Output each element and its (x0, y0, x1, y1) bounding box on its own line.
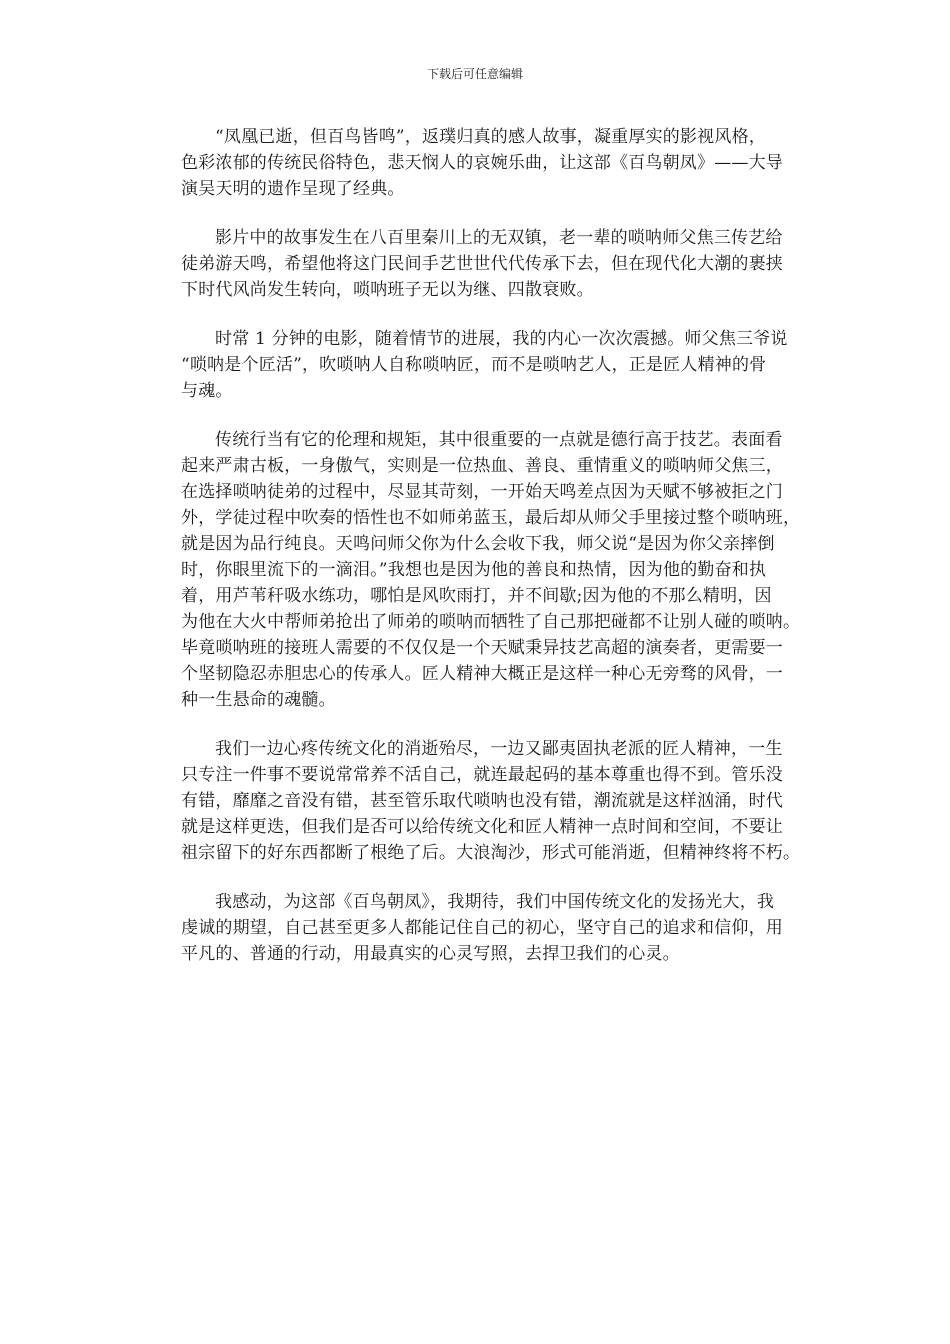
text-line: 起来严肃古板，一身傲气，实则是一位热血、善良、重情重义的唢呐师父焦三， (181, 456, 783, 476)
text-line: 着，用芦苇秆吸水练功，哪怕是风吹雨打，并不间歇;因为他的不那么精明，因 (181, 586, 772, 606)
text-line: 只专注一件事不要说常常养不活自己，就连最起码的基本尊重也得不到。管乐没 (181, 765, 783, 785)
text-line: 外，学徒过程中吹奏的悟性也不如师弟蓝玉，最后却从师父手里接过整个唢呐班， (181, 508, 801, 528)
page-header: 下载后可任意编辑 (426, 67, 523, 81)
text-line: 时，你眼里流下的一滴泪。”我想也是因为他的善良和热情，因为他的勤奋和执 (181, 560, 767, 580)
text-line: 个坚韧隐忍赤胆忠心的传承人。匠人精神大概正是这样一种心无旁骛的风骨，一 (181, 664, 783, 684)
text-line: 在选择唢呐徒弟的过程中，尽显其苛刻，一开始天鸣差点因为天赋不够被拒之门 (181, 482, 783, 502)
text-line: 色彩浓郁的传统民俗特色，悲天悯人的哀婉乐曲，让这部《百鸟朝凤》——大导 (181, 153, 783, 173)
text-line: 影片中的故事发生在八百里秦川上的无双镇，老一辈的唢呐师父焦三传艺给 (215, 228, 783, 248)
text-line: 徒弟游天鸣，希望他将这门民间手艺世世代代传承下去，但在现代化大潮的裹挟 (181, 254, 783, 274)
paragraph (181, 427, 801, 713)
text-line: 毕竟唢呐班的接班人需要的不仅仅是一个天赋秉异技艺高超的演奏者，更需要一 (181, 638, 783, 658)
text-line: 演吴天明的遗作呈现了经典。 (181, 179, 405, 199)
text-line: “唢呐是个匠活”，吹唢呐人自称唢呐匠，而不是唢呐艺人，正是匠人精神的骨 (181, 355, 767, 375)
document-body (181, 124, 801, 990)
text-line: 与魂。 (181, 381, 233, 401)
text-line: 种一生悬命的魂髓。 (181, 690, 336, 710)
text-line: 虔诚的期望，自己甚至更多人都能记住自己的初心，坚守自己的追求和信仰，用 (181, 918, 783, 938)
paragraph (181, 225, 781, 303)
text-line: “凤凰已逝，但百鸟皆鸣”，返璞归真的感人故事，凝重厚实的影视风格， (215, 127, 766, 147)
text-line: 平凡的、普通的行动，用最真实的心灵写照，去捍卫我们的心灵。 (181, 944, 680, 964)
paragraph (181, 889, 781, 967)
text-line: 有错，靡靡之音没有错，甚至管乐取代唢呐也没有错，潮流就是这样汹涌，时代 (181, 791, 783, 811)
paragraph (181, 736, 801, 866)
paragraph (181, 124, 781, 202)
text-line: 下时代风尚发生转向，唢呐班子无以为继、四散衰败。 (181, 280, 594, 300)
text-line: 传统行当有它的伦理和规矩，其中很重要的一点就是德行高于技艺。表面看 (215, 430, 783, 450)
text-line: 就是这样更迭，但我们是否可以给传统文化和匠人精神一点时间和空间，不要让 (181, 817, 783, 837)
text-line: 祖宗留下的好东西都断了根绝了后。大浪淘沙，形式可能消逝，但精神终将不朽。 (181, 843, 801, 863)
paragraph (181, 326, 788, 404)
text-line: 就是因为品行纯良。天鸣问师父你为什么会收下我，师父说“是因为你父亲摔倒 (181, 534, 775, 554)
text-line: 为他在大火中帮师弟抢出了师弟的唢呐而牺牲了自己那把碰都不让别人碰的唢呐。 (181, 612, 801, 632)
text-line: 我感动，为这部《百鸟朝凤》，我期待，我们中国传统文化的发扬光大，我 (215, 892, 775, 912)
text-line: 时常 1 分钟的电影，随着情节的进展，我的内心一次次震撼。师父焦三爷说 (215, 329, 788, 349)
text-line: 我们一边心疼传统文化的消逝殆尽，一边又鄙夷固执老派的匠人精神，一生 (215, 739, 783, 759)
